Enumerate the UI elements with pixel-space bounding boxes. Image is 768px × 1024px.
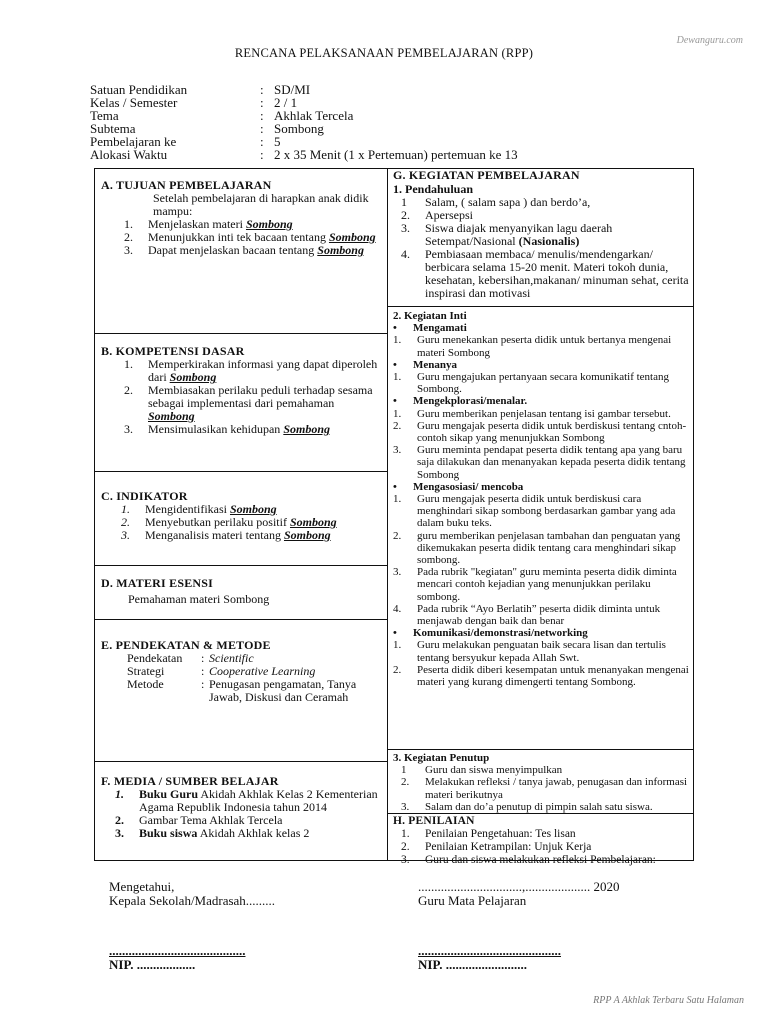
info-label: Tema xyxy=(90,108,119,123)
list-item xyxy=(401,854,689,867)
item-text: Guru memberikan penjelasan tentang isi gambar tersebut. xyxy=(417,407,671,420)
section-heading: G. KEGIATAN PEMBELAJARAN xyxy=(393,168,580,182)
bullet-icon: • xyxy=(393,627,397,640)
item-body: Menjelaskan materi xyxy=(148,217,246,231)
info-value: 5 xyxy=(274,134,281,149)
section-penilaian xyxy=(393,815,689,867)
method-colon: : xyxy=(201,664,205,678)
penutup-heading: 3. Kegiatan Penutup xyxy=(393,752,490,764)
divider xyxy=(387,306,693,307)
divider xyxy=(387,813,693,814)
group-title: Komunikasi/demonstrasi/networking xyxy=(413,627,588,640)
inti-group-list xyxy=(393,371,689,395)
section-heading: E. PENDEKATAN & METODE xyxy=(101,638,271,652)
item-number: 2. xyxy=(401,776,410,789)
item-emphasis: Sombong xyxy=(169,370,217,384)
section-tujuan xyxy=(101,179,379,257)
footer-caption: RPP A Akhlak Terbaru Satu Halaman xyxy=(593,995,744,1006)
item-number: 3. xyxy=(393,444,402,457)
item-body: Mensimulasikan kehidupan xyxy=(148,422,284,436)
item-number: 1. xyxy=(393,334,402,347)
item-number: 1. xyxy=(393,639,402,652)
item-number: 2. xyxy=(393,529,402,542)
item-text xyxy=(425,776,689,800)
item-text: Guru melakukan penguatan baik secara lisan dan tertulis tentang bersyukur kepada Allah Swt. xyxy=(417,639,666,664)
item-text xyxy=(148,423,330,436)
item-text: Guru mengajak peserta didik untuk berdiskusi tentang cntoh-contoh sikap yang menunjukkan Sombong xyxy=(417,419,687,445)
item-number: 1. xyxy=(124,357,133,371)
section-heading: C. INDIKATOR xyxy=(101,489,188,503)
section-heading: D. MATERI ESENSI xyxy=(101,576,214,590)
info-colon: : xyxy=(260,134,264,149)
item-body: Menganalisis materi tentang xyxy=(145,528,284,542)
item-number: 2. xyxy=(401,841,410,853)
list-item xyxy=(393,603,689,627)
item-number: 2. xyxy=(124,230,133,244)
bullet-icon: • xyxy=(393,395,397,408)
section-media xyxy=(101,775,379,840)
group-title: Menanya xyxy=(413,358,457,371)
method-colon: : xyxy=(201,677,205,691)
item-bold: Buku siswa xyxy=(139,826,198,840)
nip-text: NIP. .................. xyxy=(109,957,196,972)
info-value: Sombong xyxy=(274,121,324,136)
indikator-list xyxy=(121,503,379,542)
item-number: 2. xyxy=(401,208,410,222)
nip-text: NIP. ......................... xyxy=(418,957,527,972)
inti-group-heading xyxy=(393,481,689,493)
item-text: guru memberikan penjelasan tambahan dan penguatan yang dikemukakan peserta didik tentang cara menghindari sikap sombong. xyxy=(417,529,681,567)
section-kompetensi xyxy=(101,345,379,436)
divider xyxy=(95,565,387,566)
list-item xyxy=(401,776,689,800)
item-text xyxy=(145,529,331,542)
item-body: Apersepsi xyxy=(425,208,473,222)
item-emphasis: Sombong xyxy=(289,515,337,529)
info-colon: : xyxy=(260,108,264,123)
info-value: SD/MI xyxy=(274,82,311,97)
section-penutup xyxy=(393,752,689,813)
sign-left xyxy=(109,880,275,908)
item-number: 1. xyxy=(393,493,402,506)
list-item xyxy=(393,530,689,567)
list-item xyxy=(401,828,689,841)
kompetensi-list xyxy=(124,358,379,436)
group-title: Mengamati xyxy=(413,322,467,335)
section-heading: A. TUJUAN PEMBELAJARAN xyxy=(101,178,272,192)
item-body: Melakukan refleksi / tanya jawab, penugasan dan informasi materi berikutnya xyxy=(425,776,688,801)
column-divider xyxy=(387,169,388,860)
list-item xyxy=(121,529,379,542)
info-label: Alokasi Waktu xyxy=(90,147,168,162)
item-number: 3. xyxy=(393,566,402,579)
method-row xyxy=(127,678,379,704)
item-number: 1. xyxy=(124,217,133,231)
item-text: Guru mengajak peserta didik untuk berdiskusi cara menghindari sikap sombong berdasarkan gambar yang ada dalam buku teks. xyxy=(417,493,676,530)
item-text xyxy=(139,788,379,814)
item-number: 2. xyxy=(115,813,124,827)
inti-group-list xyxy=(393,493,689,627)
sign-kepala: Kepala Sekolah/Madrasah......... xyxy=(109,893,276,908)
item-number: 1. xyxy=(121,502,130,516)
list-item xyxy=(115,788,379,814)
pendahuluan-list xyxy=(401,196,689,300)
item-number: 1. xyxy=(401,828,410,840)
group-title: Mengekplorasi/menalar. xyxy=(413,395,528,408)
item-number: 1. xyxy=(393,371,402,384)
item-number: 3. xyxy=(124,422,133,436)
divider xyxy=(95,761,387,762)
item-number: 2. xyxy=(124,383,133,397)
materi-text: Pemahaman materi Sombong xyxy=(128,592,270,606)
list-item xyxy=(124,423,379,436)
item-text: Guru mengajukan pertanyaan secara komunikatif tentang Sombong. xyxy=(417,371,669,396)
item-bold: Buku Guru xyxy=(139,787,199,801)
item-text: Pada rubrik "kegiatan" guru meminta peserta didik diminta mencari contoh kejadian yang menunjukkan perilaku sombong. xyxy=(417,566,677,603)
inti-group-list xyxy=(393,334,689,358)
inti-groups xyxy=(393,322,689,688)
item-number: 3. xyxy=(401,221,410,235)
sign-right xyxy=(418,880,620,908)
item-number: 3. xyxy=(401,854,410,866)
item-text xyxy=(148,244,364,257)
item-text: Guru meminta pendapat peserta didik tentang apa yang baru saja dilakukan dan menanyakan kepada peserta didik tentang Sombong xyxy=(417,444,686,481)
item-body: Salam, ( salam sapa ) dan berdo’a, xyxy=(425,195,591,209)
section-inti xyxy=(393,310,689,688)
method-colon: : xyxy=(201,651,205,665)
item-number: 2. xyxy=(393,663,402,676)
item-emphasis: Sombong xyxy=(283,422,330,436)
signature-line: ............................................ xyxy=(418,943,561,958)
info-colon: : xyxy=(260,95,264,110)
item-number: 4. xyxy=(393,602,402,615)
item-text xyxy=(425,801,653,813)
method-value: Cooperative Learning xyxy=(209,664,316,678)
item-text xyxy=(425,764,562,776)
item-body: Menunjukkan inti tek bacaan tentang xyxy=(148,230,329,244)
section-intro: Setelah pembelajaran di harapkan anak didik mampu: xyxy=(153,191,369,218)
inti-group-heading xyxy=(393,322,689,334)
inti-group-heading xyxy=(393,627,689,639)
method-key: Strategi xyxy=(127,664,165,678)
list-item xyxy=(393,493,689,530)
inti-group-list xyxy=(393,408,689,481)
nip-left xyxy=(109,944,246,972)
section-heading: H. PENILAIAN xyxy=(393,815,475,827)
list-item xyxy=(393,566,689,603)
sign-date: ................................,.................... 2020 xyxy=(418,879,620,894)
penilaian-list xyxy=(401,828,689,867)
item-number: 4. xyxy=(401,247,410,261)
info-value: 2 x 35 Menit (1 x Pertemuan) pertemuan ke 13 xyxy=(274,147,518,162)
item-body: Memperkirakan informasi yang dapat diperoleh dari xyxy=(148,357,378,384)
page-title: RENCANA PELAKSANAAN PEMBELAJARAN (RPP) xyxy=(234,46,534,60)
list-item xyxy=(401,248,689,300)
item-number: 3. xyxy=(121,528,130,542)
item-text xyxy=(425,222,689,248)
item-body: Penilaian Pengetahuan: Tes lisan xyxy=(425,828,576,840)
item-body: Dapat menjelaskan bacaan tentang xyxy=(148,243,318,257)
item-text xyxy=(425,828,576,841)
method-key: Pendekatan xyxy=(127,651,183,665)
info-label: Satuan Pendidikan xyxy=(90,82,188,97)
list-item xyxy=(401,764,689,776)
list-item xyxy=(393,334,689,358)
inti-heading: 2. Kegiatan Inti xyxy=(393,310,467,322)
item-number: 3. xyxy=(115,826,124,840)
list-item xyxy=(401,222,689,248)
item-text: Peserta didik diberi kesempatan untuk menanyakan mengenai materi yang kurang dimengerti tentang Sombong. xyxy=(417,663,689,689)
item-number: 3. xyxy=(401,800,410,813)
section-kegiatan xyxy=(393,169,689,300)
pendahuluan-heading: 1. Pendahuluan xyxy=(393,182,474,196)
item-body: Akidah Akhlak kelas 2 xyxy=(197,826,310,840)
item-body: Gambar Tema Akhlak Tercela xyxy=(139,813,283,827)
divider xyxy=(95,619,387,620)
group-title: Mengasosiasi/ mencoba xyxy=(413,480,524,493)
list-item xyxy=(124,384,379,423)
pendekatan-list xyxy=(127,652,379,704)
info-label: Kelas / Semester xyxy=(90,95,178,110)
item-number: 3. xyxy=(124,243,133,257)
info-label: Pembelajaran ke xyxy=(90,134,177,149)
media-list xyxy=(115,788,379,840)
info-value: Akhlak Tercela xyxy=(274,108,354,123)
signature-line: .......................................... xyxy=(109,943,246,958)
sign-guru: Guru Mata Pelajaran xyxy=(418,893,527,908)
info-block xyxy=(90,83,518,161)
info-colon: : xyxy=(260,147,264,162)
item-body: Salam dan do’a penutup di pimpin salah satu siswa. xyxy=(425,800,653,813)
list-item xyxy=(115,827,379,840)
item-emphasis: Sombong xyxy=(283,528,331,542)
item-body: Membiasakan perilaku peduli terhadap sesama sebagai implementasi dari pemahaman xyxy=(148,383,373,410)
bullet-icon: • xyxy=(393,322,397,335)
item-text: Pada rubrik “Ayo Berlatih” peserta didik diminta untuk menjawab dengan baik dan benar xyxy=(417,602,661,628)
item-text xyxy=(425,841,591,854)
list-item xyxy=(393,664,689,688)
penutup-list xyxy=(401,764,689,813)
item-body: Pembiasaan membaca/ menulis/mendengarkan/ berbicara selama 15-20 menit. Materi tokoh dunia, kesehatan, kebersihan,makanan/ minuman sehat, cerita inspirasi dan motivasi xyxy=(425,247,689,300)
section-heading: F. MEDIA / SUMBER BELAJAR xyxy=(101,774,279,788)
item-emphasis: Sombong xyxy=(229,502,277,516)
item-text xyxy=(425,854,656,867)
list-item xyxy=(393,444,689,481)
section-heading: B. KOMPETENSI DASAR xyxy=(101,344,245,358)
list-item xyxy=(393,371,689,395)
item-number: 1 xyxy=(401,195,407,209)
item-body: Guru dan siswa melakukan refleksi Pembelajaran: xyxy=(425,854,656,866)
info-colon: : xyxy=(260,121,264,136)
divider xyxy=(387,749,693,750)
list-item xyxy=(124,244,379,257)
item-number: 1. xyxy=(393,407,402,420)
item-emphasis: Sombong xyxy=(317,243,364,257)
info-label: Subtema xyxy=(90,121,136,136)
item-text: Guru menekankan peserta didik untuk bertanya mengenai materi Sombong xyxy=(417,334,672,359)
item-number: 1 xyxy=(401,764,407,777)
item-text xyxy=(148,384,379,423)
section-indikator xyxy=(101,490,379,542)
list-item xyxy=(401,801,689,813)
divider xyxy=(95,333,387,334)
info-row xyxy=(90,148,518,161)
item-text xyxy=(425,248,689,300)
item-bold: (Nasionalis) xyxy=(518,234,580,248)
bullet-icon: • xyxy=(393,358,397,371)
watermark: Dewanguru.com xyxy=(676,35,743,46)
item-body: Guru dan siswa menyimpulkan xyxy=(425,764,563,777)
item-body: Mengidentifikasi xyxy=(145,502,230,516)
info-colon: : xyxy=(260,82,264,97)
nip-right xyxy=(418,944,561,972)
list-item xyxy=(393,408,689,420)
section-pendekatan xyxy=(101,639,379,704)
sign-mengetahui: Mengetahui, xyxy=(109,879,175,894)
item-number: 2. xyxy=(121,515,130,529)
section-materi xyxy=(101,577,379,606)
inti-group-heading xyxy=(393,395,689,407)
inti-group-heading xyxy=(393,359,689,371)
method-key: Metode xyxy=(127,677,164,691)
item-text xyxy=(148,358,379,384)
item-emphasis: Sombong xyxy=(328,230,376,244)
method-value: Scientific xyxy=(209,651,254,665)
item-body: Akidah Akhlak Kelas 2 Kementerian Agama Republik Indonesia tahun 2014 xyxy=(139,787,378,814)
item-text xyxy=(139,827,309,840)
rpp-table xyxy=(94,168,694,866)
item-emphasis: Sombong xyxy=(148,409,195,423)
list-item xyxy=(124,358,379,384)
item-body: Siswa diajak menyanyikan lagu daerah Setempat/Nasional xyxy=(425,221,613,248)
method-value: Penugasan pengamatan, Tanya Jawab, Diskusi dan Ceramah xyxy=(209,677,357,704)
item-number: 2. xyxy=(393,419,402,432)
list-item xyxy=(393,420,689,444)
item-number: 1. xyxy=(115,787,124,801)
bullet-icon: • xyxy=(393,480,397,493)
tujuan-list xyxy=(124,218,379,257)
inti-group-list xyxy=(393,639,689,688)
item-body: Menyebutkan perilaku positif xyxy=(145,515,290,529)
info-value: 2 / 1 xyxy=(274,95,298,110)
item-emphasis: Sombong xyxy=(245,217,293,231)
divider xyxy=(95,471,387,472)
item-body: Penilaian Ketrampilan: Unjuk Kerja xyxy=(425,841,592,853)
list-item xyxy=(393,639,689,663)
list-item xyxy=(401,841,689,854)
